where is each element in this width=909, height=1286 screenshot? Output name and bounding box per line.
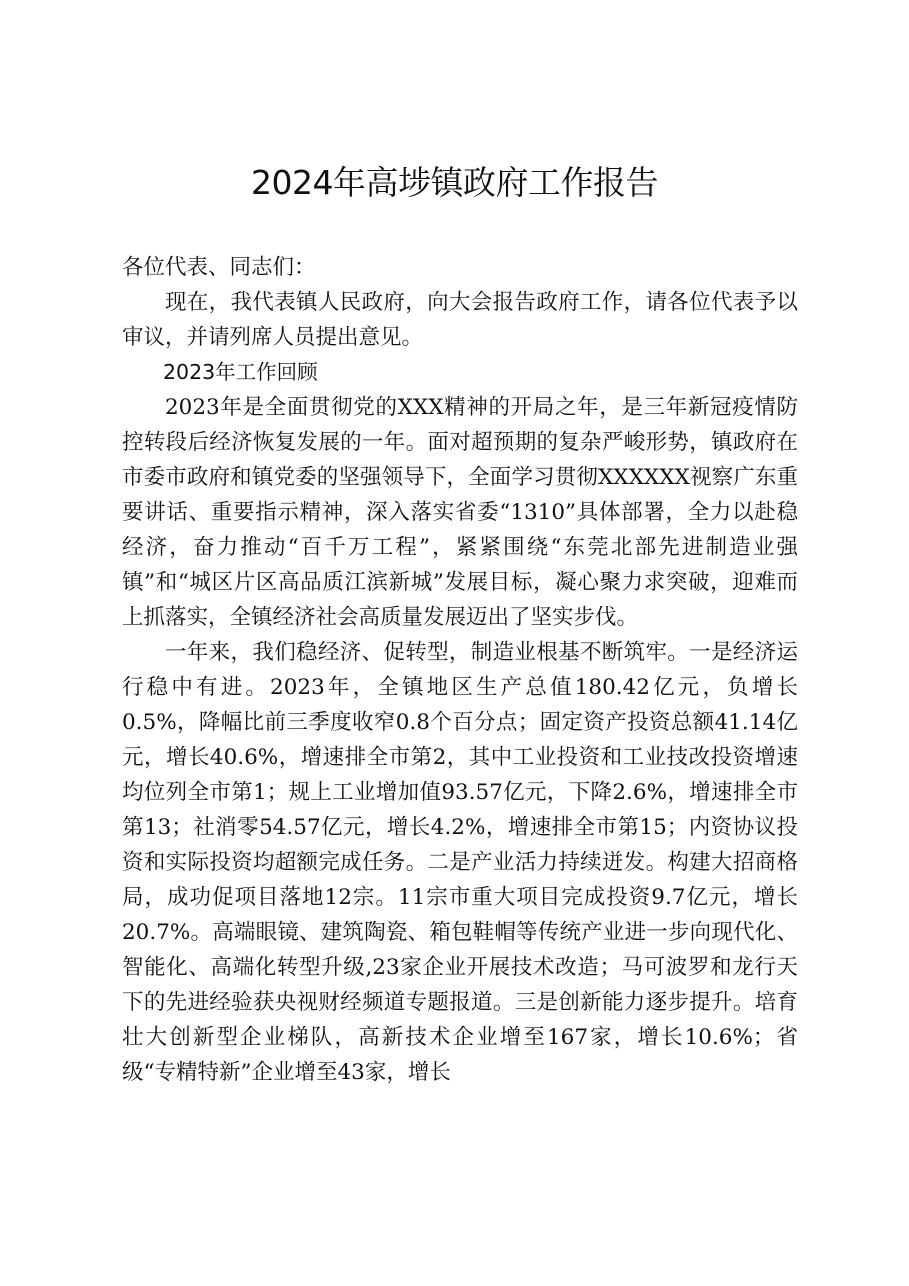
- paragraph-overview: 2023年是全面贯彻党的XXX精神的开局之年，是三年新冠疫情防控转段后经济恢复发展的一年。面对超预期的复杂严峻形势，镇政府在市委市政府和镇党委的坚强领导下，全面学习贯彻XXXXXX视察广东重要讲话、重要指示精神，深入落实省委“1310”具体部署，全力以赴稳经济，奋力推动“百千万工程”，紧紧围绕“东莞北部先进制造业强镇”和“城区片区高品质江滨新城”发展目标，凝心聚力求突破，迎难而上抓落实，全镇经济社会高质量发展迈出了坚实步伐。: [122, 395, 798, 630]
- paragraph-intro: 现在，我代表镇人民政府，向大会报告政府工作，请各位代表予以审议，并请列席人员提出意见。: [122, 290, 798, 350]
- document-body: [122, 250, 798, 1090]
- section-heading: 2023年工作回顾: [163, 360, 318, 384]
- paragraph-economy: 一年来，我们稳经济、促转型，制造业根基不断筑牢。一是经济运行稳中有进。2023年，全镇地区生产总值180.42亿元，负增长0.5%，降幅比前三季度收窄0.8个百分点；固定资产投资总额41.14亿元，增长40.6%，增速排全市第2，其中工业投资和工业技改投资增速均位列全市第1；规上工业增加值93.57亿元，下降2.6%，增速排全市第13；社消零54.57亿元，增长4.2%，增速排全市第15；内资协议投资和实际投资均超额完成任务。二是产业活力持续迸发。构建大招商格局，成功促项目落地12宗。11宗市重大项目完成投资9.7亿元，增长20.7%。高端眼镜、建筑陶瓷、箱包鞋帽等传统产业进一步向现代化、智能化、高端化转型升级,23家企业开展技术改造；马可波罗和龙行天下的先进经验获央视财经频道专题报道。三是创新能力逐步提升。培育壮大创新型企业梯队，高新技术企业增至167家，增长10.6%；省级“专精特新”企业增至43家，增长: [122, 640, 798, 1085]
- document-title: 2024年高埗镇政府工作报告: [251, 163, 658, 202]
- salutation: 各位代表、同志们：: [122, 255, 316, 280]
